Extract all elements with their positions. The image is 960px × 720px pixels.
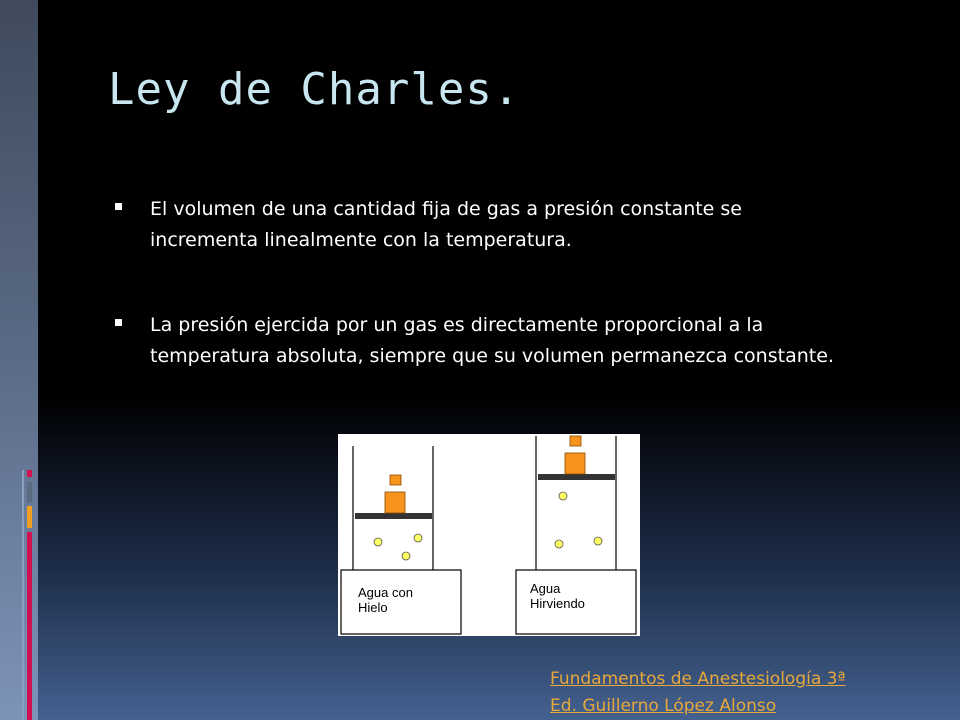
left-decorative-strip [0, 0, 38, 720]
weight-small-hot [570, 436, 581, 446]
gas-particle [555, 540, 563, 548]
figure-label-ice-line1: Agua con [358, 585, 413, 600]
gas-particle [402, 552, 410, 560]
accent-bar-orange [27, 506, 32, 528]
bullet-text-2: La presión ejercida por un gas es directamente proporcional a la temperatura absoluta, siempre que su volumen permanezca constante. [150, 314, 834, 367]
accent-line-thin [22, 470, 24, 720]
accent-bar-red-2 [27, 532, 32, 720]
accent-bar-slate [27, 482, 32, 502]
bullet-square-icon [115, 319, 122, 326]
gas-particle [559, 492, 567, 500]
gas-particle [414, 534, 422, 542]
bullet-item-2 [115, 310, 835, 372]
piston-cold [355, 513, 432, 519]
source-link[interactable] [550, 666, 910, 720]
accent-bar-red-1 [27, 470, 32, 477]
source-link-line2[interactable]: Ed. Guillerno López Alonso [550, 696, 777, 716]
weight-large-hot [565, 453, 585, 474]
figure-label-ice-line2: Hielo [358, 600, 388, 615]
figure-label-boiling-line2: Hirviendo [530, 596, 585, 611]
gas-particle [374, 538, 382, 546]
weight-large-cold [385, 492, 405, 513]
bullet-item-1 [115, 194, 835, 256]
bullet-square-icon [115, 203, 122, 210]
figure-label-boiling-line1: Agua [530, 581, 561, 596]
gas-particle [594, 537, 602, 545]
source-link-line1[interactable]: Fundamentos de Anestesiología 3ª [550, 669, 846, 689]
charles-law-figure [338, 434, 640, 636]
bullet-text-1: El volumen de una cantidad fija de gas a presión constante se incrementa linealmente con la temperatura. [150, 198, 742, 251]
piston-hot [538, 474, 615, 480]
slide-title: Ley de Charles. [108, 64, 521, 115]
weight-small-cold [390, 475, 401, 485]
charles-law-diagram [338, 434, 640, 636]
